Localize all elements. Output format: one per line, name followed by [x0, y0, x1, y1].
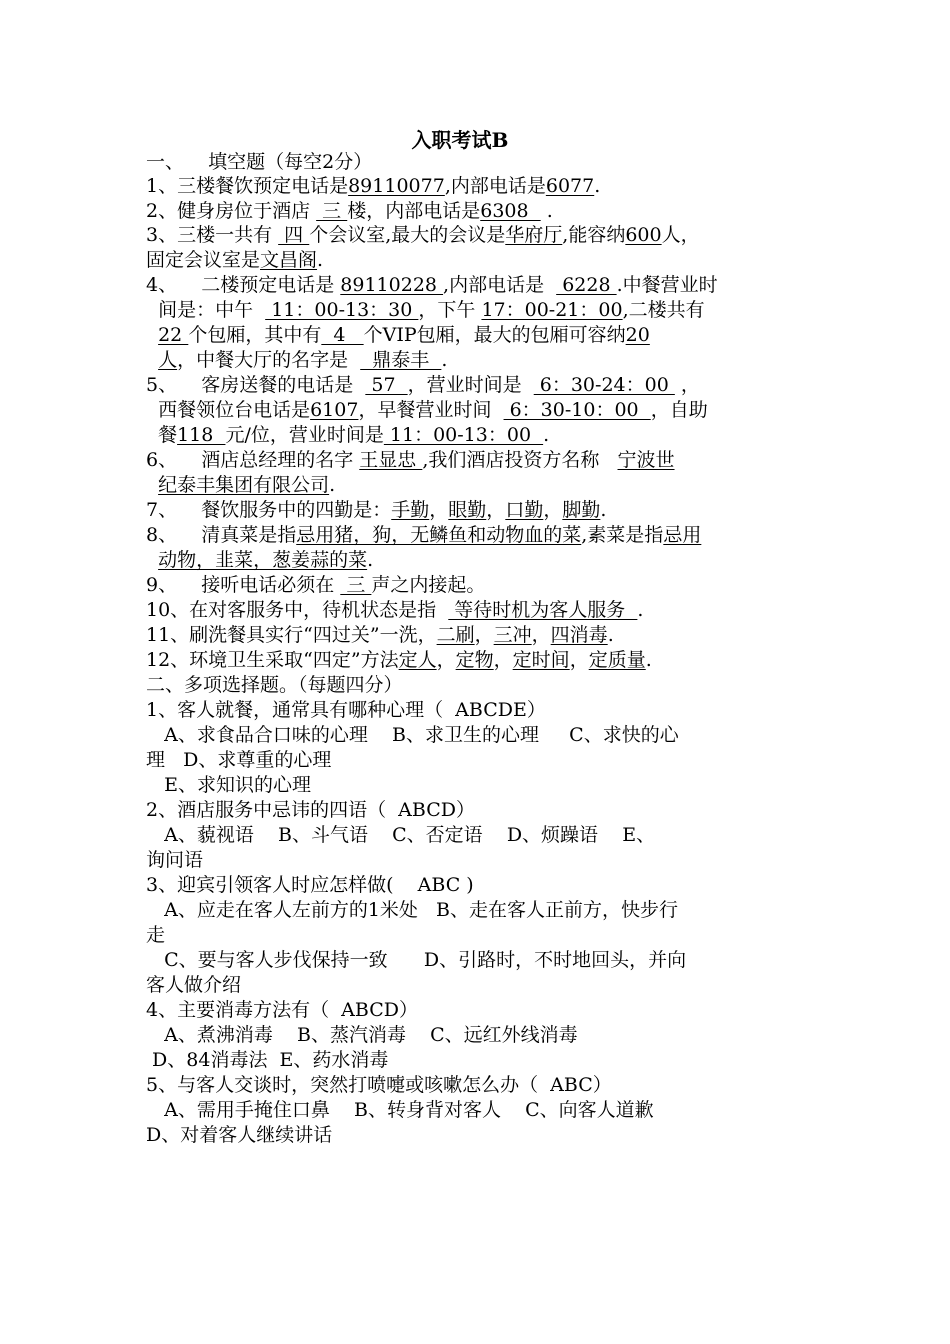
underlined-answer: 人	[158, 349, 178, 371]
text-segment: A、求食品合口味的心理 B、求卫生的心理 C、求快的心	[146, 724, 679, 746]
underlined-answer: 6107	[310, 399, 359, 421]
underlined-answer: 眼勤	[448, 499, 487, 521]
text-segment: 二、多项选择题。（每题四分）	[146, 674, 403, 696]
text-segment: 元/位，营业时间是	[225, 424, 384, 446]
underlined-answer: 定时间	[512, 649, 570, 671]
text-segment: 8、 清真菜是指	[146, 524, 297, 546]
text-segment: 4、主要消毒方法有（ ABCD）	[146, 999, 418, 1021]
text-segment: .	[543, 424, 550, 446]
underlined-answer: 6：30-24：00	[533, 374, 675, 396]
text-line	[146, 648, 652, 672]
text-segment: A、藐视语 B、斗气语 C、否定语 D、烦躁语 E、	[146, 824, 656, 846]
text-line	[146, 573, 485, 597]
text-line	[146, 298, 705, 322]
text-segment: .	[600, 499, 607, 521]
text-segment: .	[594, 175, 601, 197]
underlined-answer: 忌用	[663, 524, 702, 546]
text-line	[146, 848, 203, 872]
text-segment: ，	[543, 499, 563, 521]
text-segment	[146, 349, 158, 371]
text-line	[146, 898, 678, 922]
text-segment: ,我们酒店投资方名称	[422, 449, 618, 471]
text-segment: 3、迎宾引领客人时应怎样做( ABC )	[146, 874, 474, 896]
underlined-answer: 忌用猪，狗，无鳞鱼和动物血的菜	[296, 524, 582, 546]
text-segment: 2、健身房位于酒店	[146, 200, 317, 222]
text-segment: 走	[146, 924, 166, 946]
text-segment: 理 D、求尊重的心理	[146, 749, 332, 771]
text-line	[146, 698, 546, 722]
underlined-answer: 118	[177, 424, 226, 446]
text-line	[146, 998, 418, 1022]
text-line	[146, 623, 614, 647]
text-segment: A、应走在客人左前方的1米处 B、走在客人正前方，快步行	[146, 899, 679, 921]
exam-title: 入职考试B	[411, 128, 509, 152]
text-segment: .	[645, 649, 652, 671]
text-line	[146, 973, 241, 997]
text-segment: 个VIP包厢，最大的包厢可容纳	[363, 324, 626, 346]
underlined-answer: 6：30-10：00	[503, 399, 651, 421]
text-line	[146, 773, 311, 797]
text-segment: A、煮沸消毒 B、蒸汽消毒 C、远红外线消毒	[146, 1024, 578, 1046]
underlined-answer: 定质量	[588, 649, 646, 671]
text-segment: 人，	[661, 224, 700, 246]
underlined-answer: 89110228	[340, 274, 444, 296]
text-segment: 1、客人就餐，通常具有哪种心理（ ABCDE）	[146, 699, 546, 721]
text-segment	[146, 324, 158, 346]
underlined-answer: 17：00-21：00	[481, 299, 623, 321]
underlined-answer: 三冲	[493, 624, 532, 646]
text-line	[146, 373, 700, 397]
underlined-answer: 纪泰丰集团有限公司	[158, 474, 330, 496]
text-segment: 9、 接听电话必须在	[146, 574, 341, 596]
text-segment: A、需用手掩住口鼻 B、转身背对客人 C、向客人道歉	[146, 1099, 654, 1121]
text-segment: 间是：中午	[146, 299, 266, 321]
text-segment: ，自助	[650, 399, 708, 421]
text-segment: ，	[429, 499, 449, 521]
text-line	[146, 348, 447, 372]
text-segment: 声之内接起。	[371, 574, 486, 596]
text-line	[146, 1073, 612, 1097]
text-segment: .	[441, 349, 448, 371]
underlined-answer: 6077	[545, 175, 595, 197]
text-segment: ，	[493, 649, 513, 671]
text-segment: 一、 填空题（每空2分）	[146, 151, 373, 173]
text-line	[146, 523, 701, 547]
text-segment: ，早餐营业时间	[358, 399, 504, 421]
text-line	[146, 273, 718, 297]
text-segment: 11、刷洗餐具实行“四过关”一洗，	[146, 624, 437, 646]
text-line	[146, 323, 650, 347]
text-segment: ，	[531, 624, 551, 646]
underlined-answer: 4	[321, 324, 364, 346]
text-line	[146, 423, 549, 447]
text-segment: ，下午	[418, 299, 482, 321]
text-line	[146, 598, 643, 622]
text-segment: 6、 酒店总经理的名字	[146, 449, 360, 471]
underlined-answer: 57	[365, 374, 408, 396]
text-segment: .	[367, 549, 374, 571]
underlined-answer: 华府厅	[505, 224, 563, 246]
text-line	[146, 498, 606, 522]
text-segment: 个会议室,最大的会议是	[309, 224, 506, 246]
underlined-answer: 四消毒	[550, 624, 608, 646]
underlined-answer: 6228	[556, 274, 617, 296]
text-segment	[146, 549, 158, 571]
underlined-answer: 四	[278, 224, 310, 246]
text-segment: 固定会议室是	[146, 249, 261, 271]
text-segment: 4、 二楼预定电话是	[146, 274, 341, 296]
underlined-answer: 三	[316, 200, 348, 222]
underlined-answer: 等待时机为客人服务	[448, 599, 638, 621]
text-line	[146, 1048, 388, 1072]
text-line	[146, 673, 403, 697]
text-segment: 询问语	[146, 849, 204, 871]
text-segment: 客人做介绍	[146, 974, 242, 996]
text-segment: 7、 餐饮服务中的四勤是：	[146, 499, 392, 521]
underlined-answer: 11：00-13：30	[265, 299, 419, 321]
underlined-answer: 11：00-13：00	[383, 424, 544, 446]
text-segment: ，	[474, 624, 494, 646]
text-line	[146, 150, 372, 174]
text-segment: 个包厢，其中有	[188, 324, 322, 346]
text-segment: ，	[436, 649, 456, 671]
text-segment: ，中餐大厅的名字是	[177, 349, 361, 371]
text-segment: ,能容纳	[562, 224, 626, 246]
text-segment: ，	[569, 649, 589, 671]
text-segment: .	[637, 599, 644, 621]
text-segment: 楼，内部电话是	[347, 200, 481, 222]
text-line	[146, 923, 165, 947]
text-line	[146, 1123, 332, 1147]
underlined-answer: 文昌阁	[260, 249, 318, 271]
text-segment: ，营业时间是	[407, 374, 534, 396]
text-segment: .	[540, 200, 553, 222]
text-segment: 1、三楼餐饮预定电话是	[146, 175, 349, 197]
underlined-answer: 6308	[480, 200, 541, 222]
text-segment: C、要与客人步伐保持一致 D、引路时，不时地回头，并向	[146, 949, 687, 971]
underlined-answer: 宁波世	[617, 449, 675, 471]
underlined-answer: 动物，韭菜，葱姜蒜的菜	[158, 549, 368, 571]
text-line	[146, 823, 655, 847]
text-line	[146, 199, 553, 223]
text-line	[146, 748, 331, 772]
text-segment: ,二楼共有	[622, 299, 705, 321]
text-segment: E、求知识的心理	[146, 774, 311, 796]
text-segment: ，	[674, 374, 700, 396]
text-segment: D、84消毒法 E、药水消毒	[146, 1049, 389, 1071]
underlined-answer: 手勤	[391, 499, 430, 521]
text-segment: ,内部电话是	[443, 274, 557, 296]
text-segment: 餐	[146, 424, 178, 446]
text-segment: .	[329, 474, 336, 496]
underlined-answer: 二刷	[436, 624, 475, 646]
text-line	[146, 873, 474, 897]
text-line	[146, 174, 600, 198]
text-segment: 2、酒店服务中忌讳的四语（ ABCD）	[146, 799, 475, 821]
text-line	[146, 798, 475, 822]
text-segment: 西餐领位台电话是	[146, 399, 311, 421]
text-segment: 12、环境卫生采取“四定”方法	[146, 649, 399, 671]
text-line	[146, 948, 686, 972]
underlined-answer: 20	[625, 324, 650, 346]
underlined-answer: 三	[340, 574, 372, 596]
text-line	[146, 1098, 654, 1122]
text-line	[146, 448, 675, 472]
underlined-answer: 鼎泰丰	[360, 349, 442, 371]
text-line	[146, 398, 708, 422]
text-line	[146, 473, 335, 497]
text-segment: .中餐营业时	[616, 274, 718, 296]
underlined-answer: 22	[158, 324, 189, 346]
text-line	[146, 223, 700, 247]
text-segment: ,素菜是指	[581, 524, 664, 546]
text-segment: 5、与客人交谈时，突然打喷嚏或咳嗽怎么办（ ABC）	[146, 1074, 612, 1096]
underlined-answer: 89110077	[348, 175, 445, 197]
text-line	[146, 548, 373, 572]
underlined-answer: 王显忠	[359, 449, 423, 471]
text-line	[146, 723, 679, 747]
underlined-answer: 脚勤	[562, 499, 601, 521]
text-line	[146, 248, 323, 272]
text-segment: ,内部电话是	[444, 175, 546, 197]
text-segment	[146, 474, 158, 496]
underlined-answer: 600	[625, 224, 662, 246]
text-segment: 10、在对客服务中，待机状态是指	[146, 599, 449, 621]
text-segment: .	[607, 624, 614, 646]
underlined-answer: 口勤	[505, 499, 544, 521]
underlined-answer: 定物	[455, 649, 494, 671]
text-segment: 5、 客房送餐的电话是	[146, 374, 366, 396]
text-segment: 3、三楼一共有	[146, 224, 279, 246]
text-line	[146, 1023, 578, 1047]
text-segment: ，	[486, 499, 506, 521]
underlined-answer: 定人	[398, 649, 437, 671]
text-segment: .	[317, 249, 324, 271]
text-segment: D、对着客人继续讲话	[146, 1124, 333, 1146]
